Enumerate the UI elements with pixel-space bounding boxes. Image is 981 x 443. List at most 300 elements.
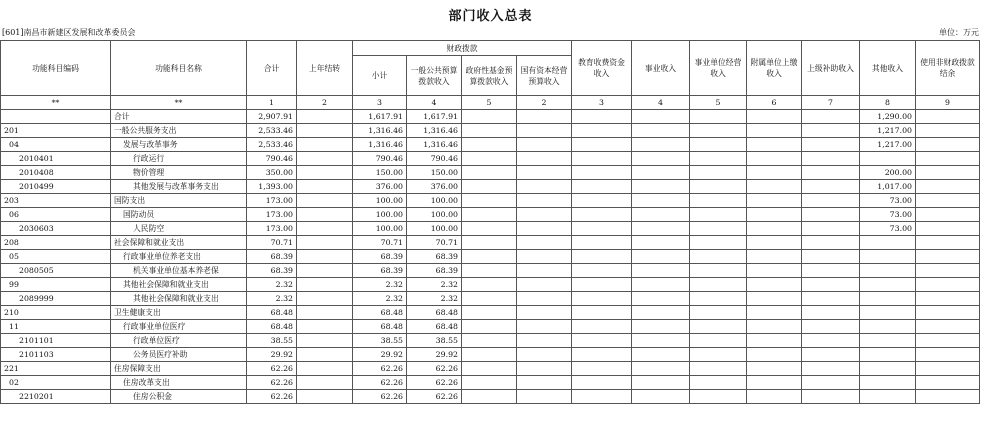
cell-business-op [690,222,747,236]
cell-name: 社会保障和就业支出 [111,236,247,250]
cell-name: 住房改革支出 [111,376,247,390]
index-cell: 5 [462,96,517,110]
cell-business [632,390,690,404]
cell-total: 62.26 [247,390,297,404]
cell-gov-fund [462,124,517,138]
cell-subtotal: 38.55 [353,334,407,348]
cell-carryover [297,180,353,194]
cell-superior-subsidy [802,306,860,320]
cell-other [860,278,916,292]
cell-affiliated [747,124,802,138]
col-header-code: 功能科目编码 [1,41,111,96]
cell-state-capital [517,250,572,264]
cell-code: 2010408 [1,166,111,180]
cell-affiliated [747,348,802,362]
cell-business [632,194,690,208]
cell-gov-fund [462,362,517,376]
cell-general-budget: 2.32 [407,292,462,306]
cell-carryover [297,292,353,306]
col-header-superior-subsidy: 上级补助收入 [802,41,860,96]
table-row [1,376,980,390]
cell-nonfiscal-balance [916,194,980,208]
cell-business [632,110,690,124]
cell-name: 国防支出 [111,194,247,208]
unit-org: [601]南昌市新建区发展和改革委员会 [2,28,136,37]
index-cell: 4 [632,96,690,110]
col-header-carryover: 上年结转 [297,41,353,96]
cell-superior-subsidy [802,376,860,390]
index-cell: 6 [747,96,802,110]
cell-general-budget: 1,316.46 [407,138,462,152]
cell-business-op [690,180,747,194]
cell-superior-subsidy [802,348,860,362]
cell-edu-fee [572,180,632,194]
cell-carryover [297,222,353,236]
cell-state-capital [517,306,572,320]
cell-affiliated [747,180,802,194]
cell-gov-fund [462,138,517,152]
cell-name: 一般公共服务支出 [111,124,247,138]
cell-total: 68.48 [247,320,297,334]
index-cell: ** [111,96,247,110]
cell-gov-fund [462,222,517,236]
index-cell: 4 [407,96,462,110]
cell-edu-fee [572,348,632,362]
cell-name: 住房公积金 [111,390,247,404]
cell-subtotal: 1,617.91 [353,110,407,124]
cell-code: 201 [1,124,111,138]
col-header-subtotal: 小计 [353,56,407,96]
cell-code: 208 [1,236,111,250]
cell-business [632,152,690,166]
cell-other: 73.00 [860,194,916,208]
cell-affiliated [747,250,802,264]
cell-state-capital [517,376,572,390]
cell-subtotal: 376.00 [353,180,407,194]
cell-subtotal: 68.39 [353,264,407,278]
table-row [1,320,980,334]
cell-nonfiscal-balance [916,236,980,250]
cell-carryover [297,362,353,376]
cell-subtotal: 100.00 [353,194,407,208]
cell-name: 住房保障支出 [111,362,247,376]
cell-nonfiscal-balance [916,278,980,292]
cell-code: 221 [1,362,111,376]
cell-gov-fund [462,348,517,362]
cell-business [632,292,690,306]
cell-superior-subsidy [802,110,860,124]
cell-state-capital [517,264,572,278]
index-row [1,96,980,110]
col-header-other: 其他收入 [860,41,916,96]
cell-affiliated [747,292,802,306]
cell-subtotal: 68.48 [353,320,407,334]
cell-state-capital [517,292,572,306]
cell-gov-fund [462,180,517,194]
cell-total: 2,533.46 [247,138,297,152]
cell-code: 2101103 [1,348,111,362]
cell-nonfiscal-balance [916,390,980,404]
col-header-general-budget: 一般公共预算拨款收入 [407,56,462,96]
cell-gov-fund [462,166,517,180]
index-cell: 9 [916,96,980,110]
cell-affiliated [747,390,802,404]
cell-gov-fund [462,194,517,208]
table-row [1,306,980,320]
cell-edu-fee [572,166,632,180]
cell-state-capital [517,180,572,194]
cell-business [632,278,690,292]
cell-code: 99 [1,278,111,292]
cell-gov-fund [462,264,517,278]
cell-superior-subsidy [802,124,860,138]
cell-other [860,292,916,306]
cell-other [860,376,916,390]
cell-superior-subsidy [802,264,860,278]
cell-state-capital [517,236,572,250]
table-row [1,390,980,404]
cell-general-budget: 2.32 [407,278,462,292]
cell-other [860,250,916,264]
cell-carryover [297,320,353,334]
table-row [1,236,980,250]
col-header-affiliated: 附属单位上缴收入 [747,41,802,96]
cell-business [632,348,690,362]
col-header-gov-fund: 政府性基金预算拨款收入 [462,56,517,96]
cell-other [860,264,916,278]
index-cell: 5 [690,96,747,110]
index-cell: 2 [297,96,353,110]
col-header-nonfiscal-balance: 使用非财政拨款结余 [916,41,980,96]
cell-business-op [690,152,747,166]
cell-edu-fee [572,138,632,152]
cell-edu-fee [572,250,632,264]
cell-business [632,208,690,222]
cell-other [860,320,916,334]
col-header-total: 合计 [247,41,297,96]
cell-code: 04 [1,138,111,152]
cell-business [632,320,690,334]
index-cell: 8 [860,96,916,110]
cell-superior-subsidy [802,138,860,152]
cell-carryover [297,194,353,208]
cell-superior-subsidy [802,334,860,348]
col-header-state-capital: 国有资本经营预算收入 [517,56,572,96]
cell-subtotal: 100.00 [353,222,407,236]
cell-name: 行政事业单位医疗 [111,320,247,334]
cell-other [860,334,916,348]
table-row [1,180,980,194]
cell-subtotal: 1,316.46 [353,138,407,152]
cell-edu-fee [572,278,632,292]
cell-other: 73.00 [860,208,916,222]
cell-state-capital [517,194,572,208]
cell-affiliated [747,264,802,278]
cell-code: 203 [1,194,111,208]
cell-gov-fund [462,390,517,404]
cell-total: 2.32 [247,278,297,292]
cell-gov-fund [462,376,517,390]
cell-name: 国防动员 [111,208,247,222]
cell-business-op [690,390,747,404]
table-row [1,110,980,124]
cell-superior-subsidy [802,250,860,264]
cell-total: 68.39 [247,264,297,278]
cell-state-capital [517,138,572,152]
cell-business [632,138,690,152]
cell-total: 173.00 [247,222,297,236]
cell-other: 73.00 [860,222,916,236]
cell-business-op [690,278,747,292]
cell-total: 1,393.00 [247,180,297,194]
cell-edu-fee [572,152,632,166]
cell-business-op [690,292,747,306]
cell-nonfiscal-balance [916,320,980,334]
cell-other: 1,217.00 [860,138,916,152]
table-row [1,264,980,278]
cell-subtotal: 790.46 [353,152,407,166]
cell-general-budget: 100.00 [407,194,462,208]
cell-carryover [297,390,353,404]
cell-affiliated [747,306,802,320]
cell-code: 02 [1,376,111,390]
cell-general-budget: 376.00 [407,180,462,194]
cell-other [860,348,916,362]
table-row [1,124,980,138]
cell-total: 70.71 [247,236,297,250]
table-row [1,250,980,264]
cell-general-budget: 150.00 [407,166,462,180]
cell-total: 790.46 [247,152,297,166]
cell-general-budget: 100.00 [407,222,462,236]
cell-state-capital [517,110,572,124]
cell-subtotal: 2.32 [353,292,407,306]
index-cell: 3 [572,96,632,110]
cell-carryover [297,334,353,348]
cell-name: 其他社会保障和就业支出 [111,278,247,292]
cell-nonfiscal-balance [916,180,980,194]
cell-general-budget: 62.26 [407,376,462,390]
cell-state-capital [517,124,572,138]
cell-state-capital [517,348,572,362]
cell-business [632,362,690,376]
cell-gov-fund [462,320,517,334]
cell-business-op [690,208,747,222]
cell-business-op [690,138,747,152]
unit-label: 单位：万元 [939,28,979,37]
cell-gov-fund [462,110,517,124]
cell-state-capital [517,334,572,348]
cell-code: 2080505 [1,264,111,278]
cell-business [632,306,690,320]
cell-gov-fund [462,292,517,306]
cell-general-budget: 1,316.46 [407,124,462,138]
cell-code: 2210201 [1,390,111,404]
cell-business-op [690,236,747,250]
cell-affiliated [747,236,802,250]
cell-carryover [297,306,353,320]
cell-subtotal: 62.26 [353,362,407,376]
cell-name: 其他发展与改革事务支出 [111,180,247,194]
cell-edu-fee [572,194,632,208]
table-row [1,278,980,292]
cell-other [860,236,916,250]
cell-state-capital [517,222,572,236]
cell-business-op [690,264,747,278]
cell-subtotal: 70.71 [353,236,407,250]
cell-subtotal: 68.48 [353,306,407,320]
cell-superior-subsidy [802,194,860,208]
cell-total: 62.26 [247,362,297,376]
cell-code: 11 [1,320,111,334]
cell-name: 行政单位医疗 [111,334,247,348]
cell-code: 06 [1,208,111,222]
cell-business [632,264,690,278]
cell-total: 2.32 [247,292,297,306]
cell-nonfiscal-balance [916,306,980,320]
table-row [1,152,980,166]
cell-subtotal: 100.00 [353,208,407,222]
cell-name: 人民防空 [111,222,247,236]
cell-carryover [297,278,353,292]
cell-business-op [690,194,747,208]
cell-carryover [297,250,353,264]
cell-nonfiscal-balance [916,152,980,166]
cell-business [632,334,690,348]
cell-business-op [690,376,747,390]
cell-business-op [690,362,747,376]
cell-carryover [297,124,353,138]
cell-subtotal: 150.00 [353,166,407,180]
index-cell: 7 [802,96,860,110]
cell-general-budget: 68.39 [407,264,462,278]
table-row [1,222,980,236]
col-header-business-op: 事业单位经营收入 [690,41,747,96]
cell-name: 公务员医疗补助 [111,348,247,362]
cell-gov-fund [462,334,517,348]
cell-carryover [297,166,353,180]
cell-business-op [690,320,747,334]
cell-edu-fee [572,376,632,390]
cell-carryover [297,348,353,362]
cell-name: 其他社会保障和就业支出 [111,292,247,306]
cell-carryover [297,110,353,124]
cell-state-capital [517,320,572,334]
cell-total: 2,907.91 [247,110,297,124]
cell-nonfiscal-balance [916,250,980,264]
cell-superior-subsidy [802,208,860,222]
col-header-name: 功能科目名称 [111,41,247,96]
cell-state-capital [517,166,572,180]
cell-nonfiscal-balance [916,334,980,348]
cell-superior-subsidy [802,278,860,292]
cell-other [860,362,916,376]
cell-affiliated [747,166,802,180]
cell-edu-fee [572,264,632,278]
cell-business [632,166,690,180]
table-row [1,292,980,306]
cell-affiliated [747,320,802,334]
cell-business-op [690,124,747,138]
cell-general-budget: 790.46 [407,152,462,166]
cell-affiliated [747,194,802,208]
page-title: 部门收入总表 [448,9,533,24]
cell-superior-subsidy [802,222,860,236]
cell-nonfiscal-balance [916,110,980,124]
cell-nonfiscal-balance [916,292,980,306]
cell-affiliated [747,138,802,152]
cell-other [860,152,916,166]
cell-nonfiscal-balance [916,166,980,180]
cell-affiliated [747,222,802,236]
cell-code: 2101101 [1,334,111,348]
cell-carryover [297,138,353,152]
cell-total: 173.00 [247,194,297,208]
cell-edu-fee [572,124,632,138]
cell-general-budget: 70.71 [407,236,462,250]
cell-affiliated [747,152,802,166]
table-row [1,348,980,362]
cell-gov-fund [462,250,517,264]
cell-nonfiscal-balance [916,264,980,278]
cell-general-budget: 68.48 [407,320,462,334]
table-row [1,166,980,180]
col-header-business: 事业收入 [632,41,690,96]
cell-code: 2089999 [1,292,111,306]
index-cell: 2 [517,96,572,110]
cell-edu-fee [572,208,632,222]
table-row [1,138,980,152]
cell-nonfiscal-balance [916,348,980,362]
cell-business [632,124,690,138]
cell-code [1,110,111,124]
cell-business [632,236,690,250]
table-row [1,362,980,376]
cell-business-op [690,250,747,264]
cell-name: 卫生健康支出 [111,306,247,320]
cell-name: 机关事业单位基本养老保 [111,264,247,278]
cell-business [632,376,690,390]
cell-gov-fund [462,208,517,222]
cell-nonfiscal-balance [916,124,980,138]
cell-other: 1,217.00 [860,124,916,138]
cell-superior-subsidy [802,362,860,376]
cell-subtotal: 29.92 [353,348,407,362]
cell-general-budget: 100.00 [407,208,462,222]
cell-affiliated [747,376,802,390]
cell-edu-fee [572,390,632,404]
index-cell: 1 [247,96,297,110]
cell-business [632,222,690,236]
cell-state-capital [517,278,572,292]
cell-business-op [690,348,747,362]
cell-affiliated [747,278,802,292]
cell-nonfiscal-balance [916,362,980,376]
cell-name: 行政运行 [111,152,247,166]
cell-edu-fee [572,320,632,334]
cell-name: 物价管理 [111,166,247,180]
cell-nonfiscal-balance [916,208,980,222]
cell-state-capital [517,152,572,166]
cell-edu-fee [572,236,632,250]
cell-total: 2,533.46 [247,124,297,138]
cell-superior-subsidy [802,320,860,334]
cell-general-budget: 29.92 [407,348,462,362]
cell-gov-fund [462,236,517,250]
unit-line [2,27,979,39]
cell-name: 合计 [111,110,247,124]
cell-nonfiscal-balance [916,138,980,152]
